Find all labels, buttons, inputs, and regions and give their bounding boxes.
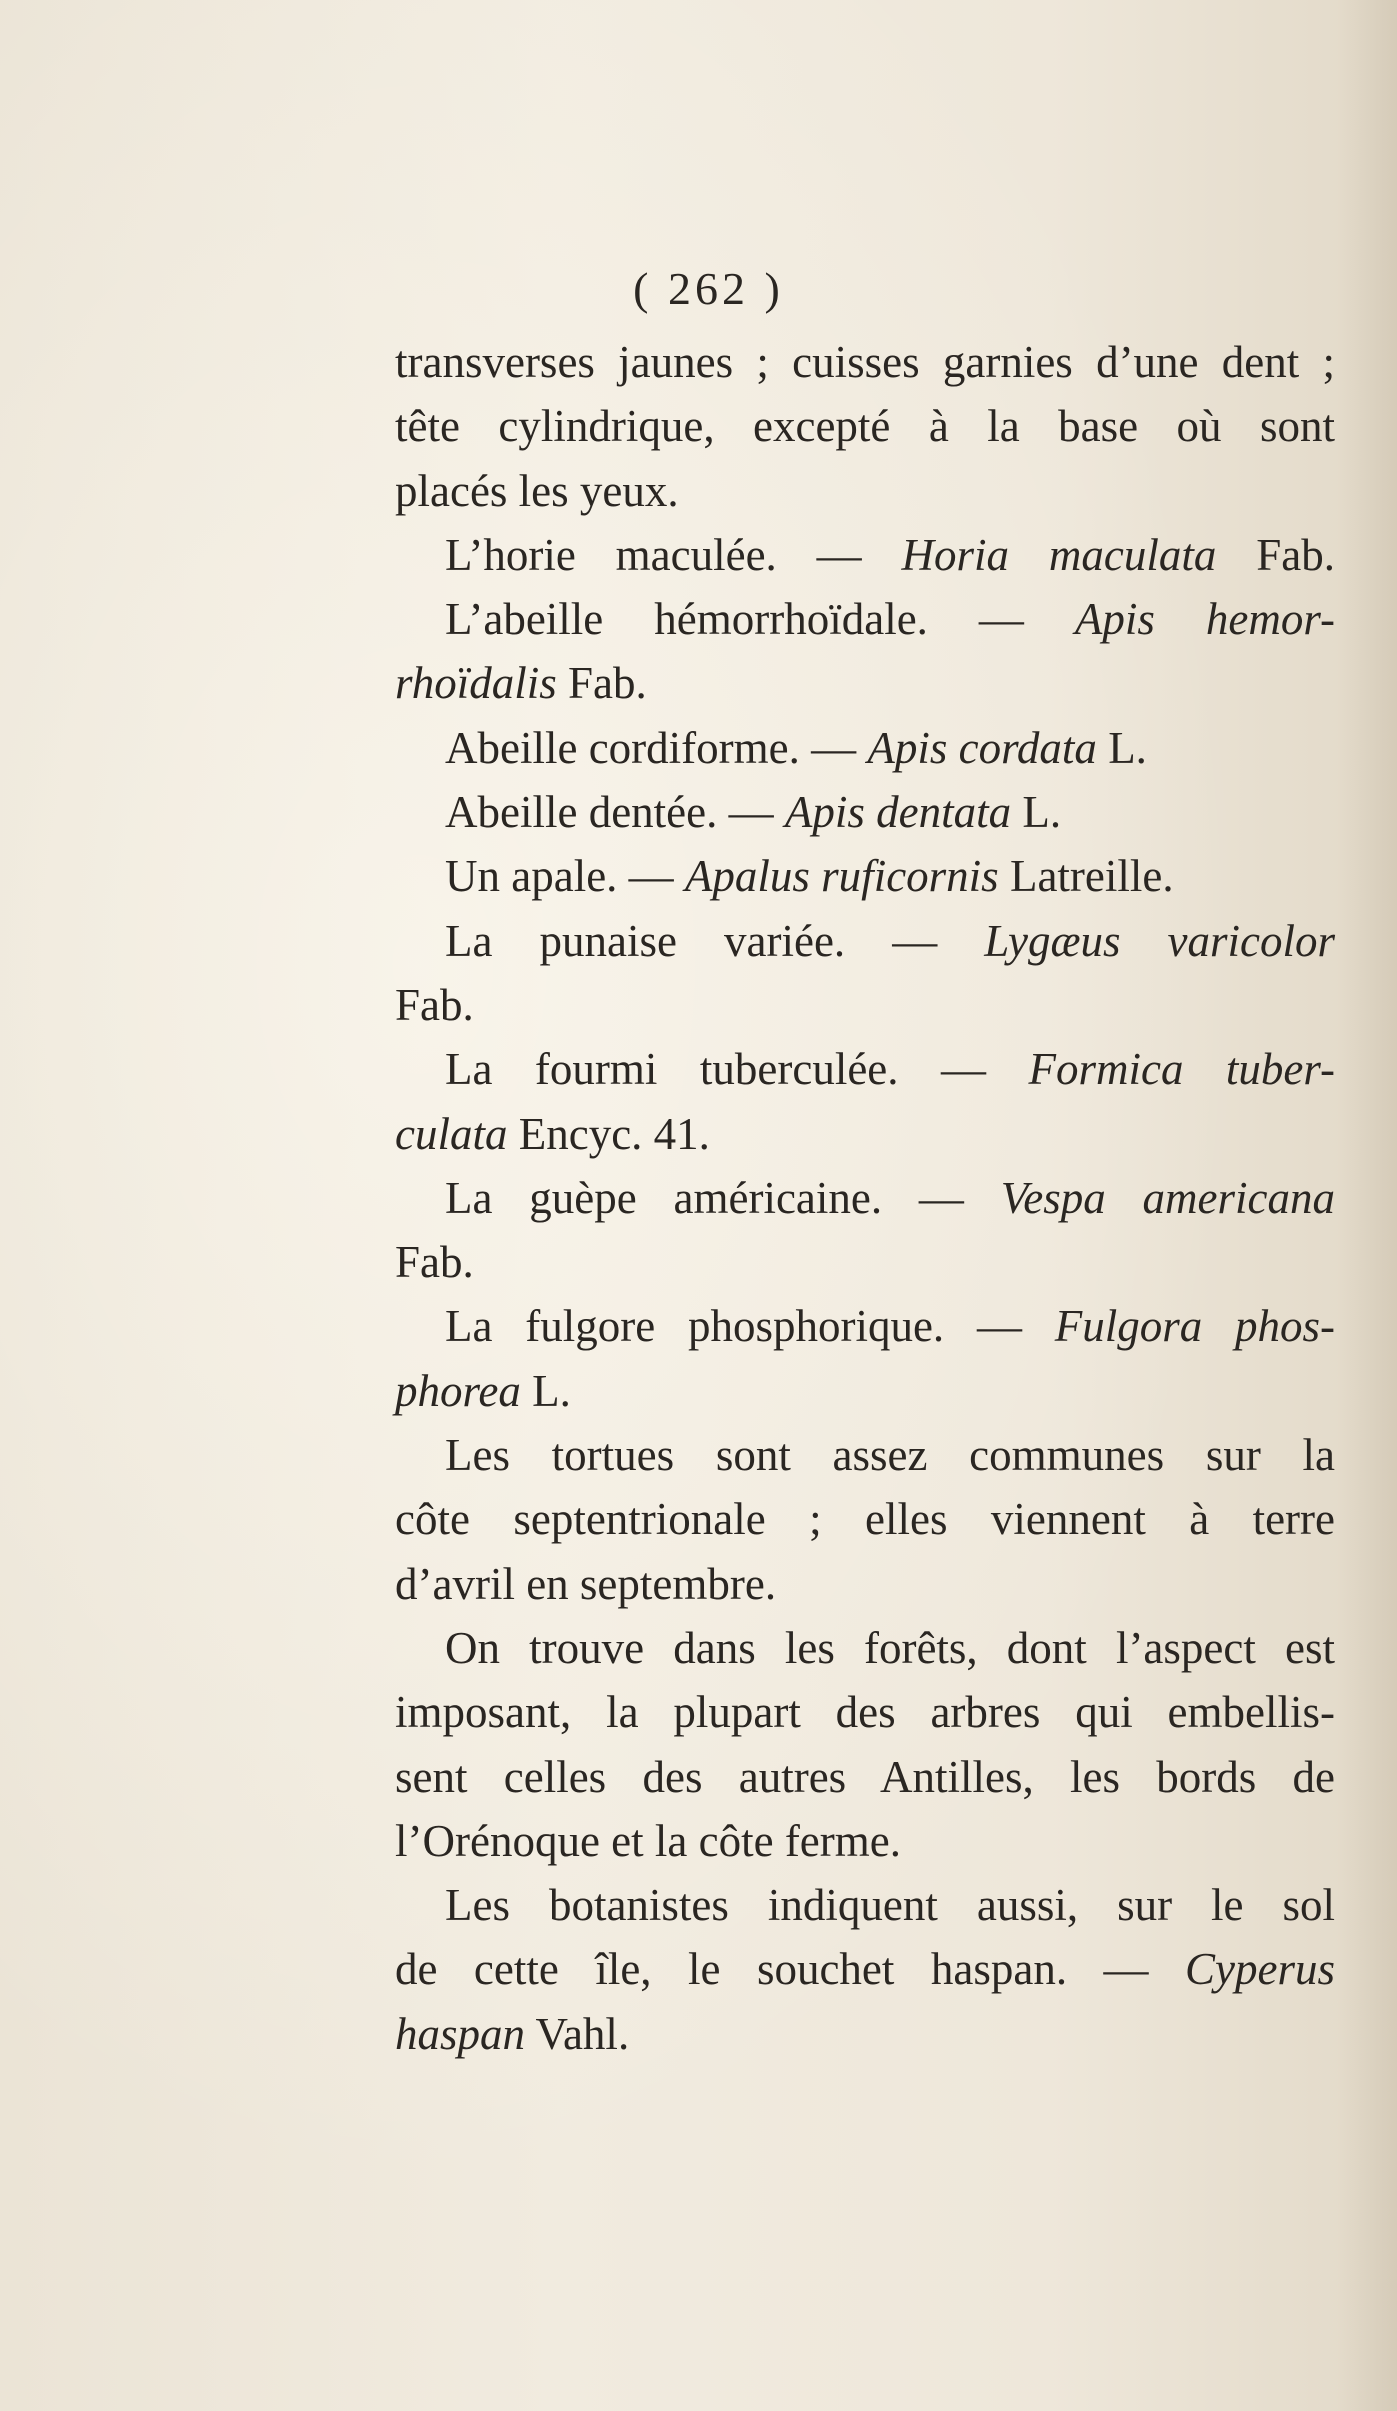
text-line bbox=[395, 1616, 1335, 1680]
text-segment: Un apale. — bbox=[445, 851, 685, 902]
text-line bbox=[395, 1102, 1335, 1166]
text-line bbox=[395, 1359, 1335, 1423]
text-line bbox=[395, 716, 1335, 780]
italic-segment: Apis dentata bbox=[784, 787, 1012, 838]
text-segment: imposant, la plupart des arbres qui embellis- bbox=[395, 1687, 1335, 1738]
text-line bbox=[395, 1680, 1335, 1744]
text-segment: Les botanistes indiquent aussi, sur le sol bbox=[445, 1880, 1335, 1931]
page-number: ( 262 ) bbox=[633, 263, 784, 314]
text-segment: La punaise variée. — bbox=[445, 915, 985, 966]
text-line bbox=[395, 1873, 1335, 1937]
text-segment: côte septentrionale ; elles viennent à terre bbox=[395, 1494, 1335, 1545]
italic-segment: Cyperus bbox=[1185, 1944, 1335, 1995]
text-segment: Abeille dentée. — bbox=[445, 787, 785, 838]
text-segment: La fulgore phosphorique. — bbox=[445, 1301, 1055, 1352]
text-line bbox=[395, 1166, 1335, 1230]
text-line bbox=[395, 973, 1335, 1037]
text-segment: La fourmi tuberculée. — bbox=[445, 1044, 1029, 1095]
body-text bbox=[395, 330, 1335, 2066]
italic-segment: rhoïdalis bbox=[395, 658, 557, 709]
text-line bbox=[395, 330, 1335, 394]
text-line bbox=[395, 651, 1335, 715]
text-segment: sent celles des autres Antilles, les bords de bbox=[395, 1751, 1335, 1802]
text-line bbox=[395, 1230, 1335, 1294]
text-segment: Encyc. 41. bbox=[507, 1108, 710, 1159]
text-segment: l’Orénoque et la côte ferme. bbox=[395, 1815, 901, 1866]
text-line bbox=[395, 1294, 1335, 1358]
page-gutter-shadow bbox=[1337, 0, 1397, 2411]
text-line bbox=[395, 2002, 1335, 2066]
text-line bbox=[395, 909, 1335, 973]
text-segment: Abeille cordiforme. — bbox=[445, 722, 868, 773]
text-segment: L. bbox=[1096, 722, 1147, 773]
text-segment: de cette île, le souchet haspan. — bbox=[395, 1944, 1185, 1995]
text-segment: transverses jaunes ; cuisses garnies d’une dent ; bbox=[395, 337, 1335, 387]
text-line bbox=[395, 1937, 1335, 2001]
text-segment: Vahl. bbox=[525, 2008, 630, 2059]
text-line bbox=[395, 1745, 1335, 1809]
text-line bbox=[395, 1423, 1335, 1487]
text-segment: L. bbox=[520, 1365, 571, 1416]
italic-segment: Vespa americana bbox=[1000, 1172, 1336, 1223]
text-line bbox=[395, 459, 1335, 523]
text-segment: Fab. bbox=[395, 979, 474, 1030]
text-segment: Latreille. bbox=[998, 851, 1174, 902]
text-segment: Les tortues sont assez communes sur la bbox=[445, 1430, 1335, 1481]
italic-segment: Fulgora phos- bbox=[1054, 1301, 1335, 1352]
italic-segment: Apalus ruficornis bbox=[684, 851, 999, 902]
text-segment: L’horie maculée. — bbox=[445, 529, 902, 580]
text-line bbox=[395, 780, 1335, 844]
text-line bbox=[395, 1809, 1335, 1873]
text-segment: placés les yeux. bbox=[395, 465, 679, 516]
text-segment: Fab. bbox=[556, 658, 647, 709]
italic-segment: Apis hemor- bbox=[1074, 594, 1335, 645]
text-line bbox=[395, 394, 1335, 458]
text-segment: L’abeille hémorrhoïdale. — bbox=[445, 594, 1075, 645]
text-line bbox=[395, 1487, 1335, 1551]
text-line bbox=[395, 1552, 1335, 1616]
text-segment: La guèpe américaine. — bbox=[445, 1172, 1001, 1223]
text-line bbox=[395, 844, 1335, 908]
italic-segment: culata bbox=[395, 1108, 508, 1159]
text-segment: tête cylindrique, excepté à la base où sont bbox=[395, 401, 1335, 452]
italic-segment: Lygæus varicolor bbox=[984, 915, 1335, 966]
italic-segment: Formica tuber- bbox=[1028, 1044, 1336, 1095]
italic-segment: Horia maculata bbox=[901, 529, 1217, 580]
text-line bbox=[395, 587, 1335, 651]
text-line bbox=[395, 523, 1335, 587]
text-segment: Fab. bbox=[1216, 529, 1335, 580]
text-segment: d’avril en septembre. bbox=[395, 1558, 777, 1609]
text-line bbox=[395, 1037, 1335, 1101]
text-segment: On trouve dans les forêts, dont l’aspect est bbox=[445, 1622, 1335, 1673]
italic-segment: Apis cordata bbox=[867, 722, 1097, 773]
italic-segment: haspan bbox=[395, 2008, 526, 2059]
text-segment: L. bbox=[1011, 787, 1062, 838]
italic-segment: phorea bbox=[395, 1365, 521, 1416]
text-segment: Fab. bbox=[395, 1237, 474, 1288]
